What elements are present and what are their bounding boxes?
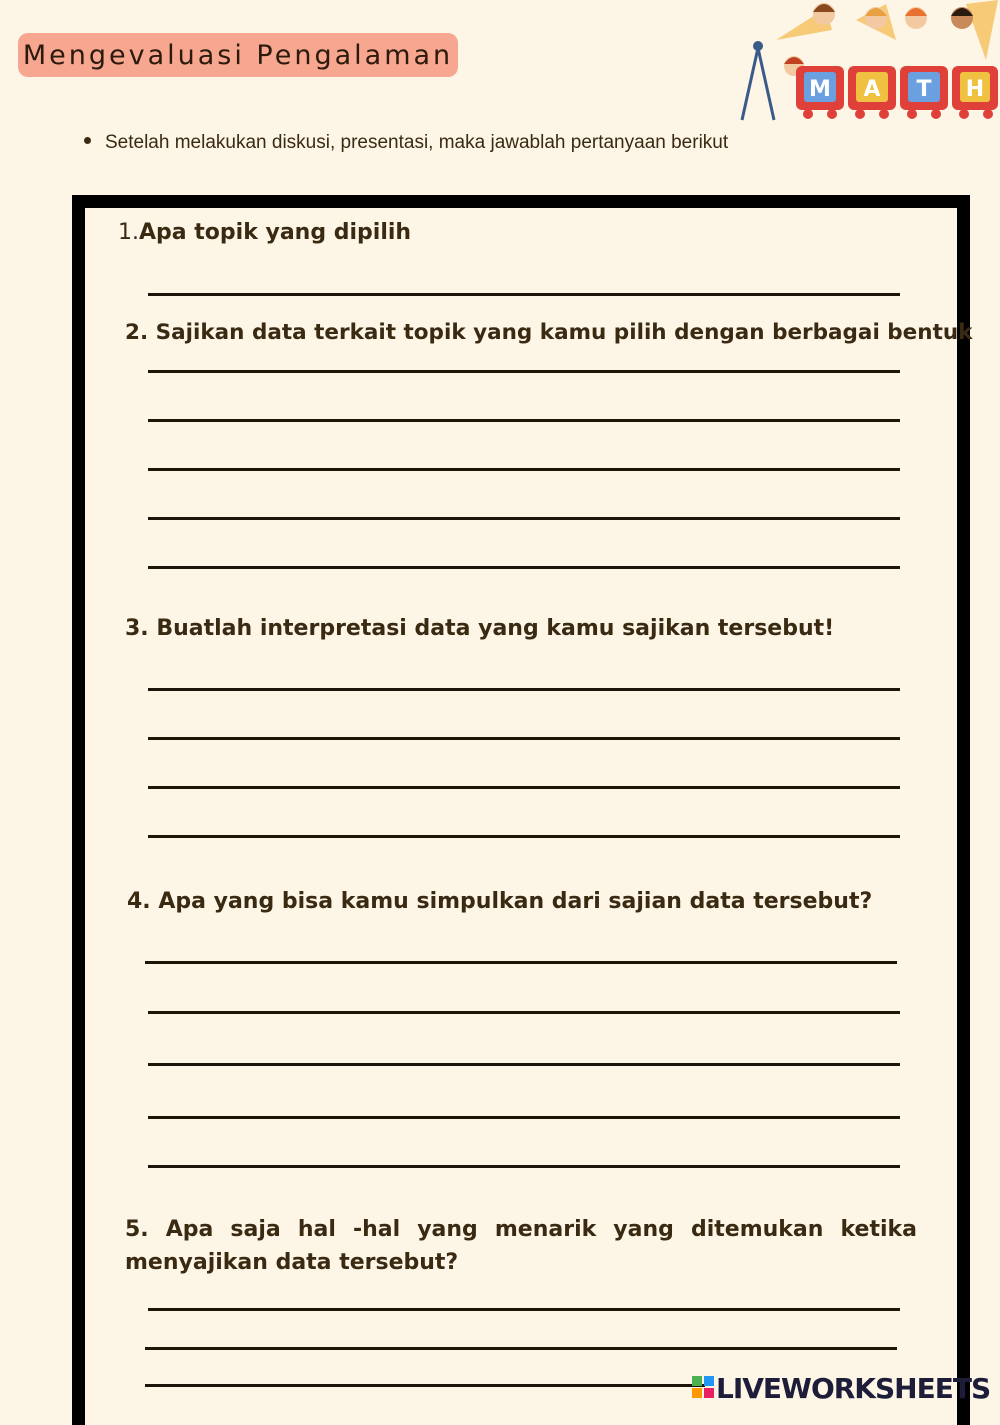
question-5-line-1: 5. Apa saja hal -hal yang menarik yang ditemukan ketika xyxy=(125,1217,917,1242)
logo-letter-m: M xyxy=(809,77,831,102)
question-1-number: 1. xyxy=(118,220,139,245)
logo-letter-a: A xyxy=(863,77,881,102)
answer-line-2-4[interactable] xyxy=(148,517,900,520)
page-title: Mengevaluasi Pengalaman xyxy=(18,33,458,77)
answer-line-5-3[interactable] xyxy=(145,1384,705,1387)
answer-line-5-1[interactable] xyxy=(148,1308,900,1311)
question-2: 2. Sajikan data terkait topik yang kamu pilih dengan berbagai bentuk xyxy=(125,320,973,345)
logo-letter-t: T xyxy=(916,77,932,102)
answer-line-1-1[interactable] xyxy=(148,293,900,296)
math-logo-illustration xyxy=(736,0,1000,128)
instruction-text xyxy=(84,132,728,154)
question-1-text: Apa topik yang dipilih xyxy=(139,220,412,245)
logo-letter-h: H xyxy=(965,77,985,102)
answer-line-4-4[interactable] xyxy=(148,1116,900,1119)
question-1 xyxy=(118,220,411,245)
answer-line-2-5[interactable] xyxy=(148,566,900,569)
liveworksheets-logo-icon xyxy=(692,1376,714,1398)
answer-line-3-2[interactable] xyxy=(148,737,900,740)
question-3: 3. Buatlah interpretasi data yang kamu sajikan tersebut! xyxy=(125,616,835,641)
answer-line-4-1[interactable] xyxy=(145,961,897,964)
liveworksheets-watermark xyxy=(692,1372,990,1405)
answer-line-4-5[interactable] xyxy=(148,1165,900,1168)
answer-line-4-3[interactable] xyxy=(148,1063,900,1066)
answer-line-2-2[interactable] xyxy=(148,419,900,422)
answer-line-5-2[interactable] xyxy=(145,1347,897,1350)
answer-line-3-4[interactable] xyxy=(148,835,900,838)
answer-line-3-3[interactable] xyxy=(148,786,900,789)
answer-line-2-1[interactable] xyxy=(148,370,900,373)
answer-line-2-3[interactable] xyxy=(148,468,900,471)
bullet-icon xyxy=(84,137,91,144)
question-5 xyxy=(125,1213,917,1279)
question-5-line-2: menyajikan data tersebut? xyxy=(125,1250,459,1275)
answer-line-3-1[interactable] xyxy=(148,688,900,691)
question-4: 4. Apa yang bisa kamu simpulkan dari sajian data tersebut? xyxy=(127,889,873,914)
watermark-text: LIVEWORKSHEETS xyxy=(716,1372,991,1405)
instruction-label: Setelah melakukan diskusi, presentasi, maka jawablah pertanyaan berikut xyxy=(105,132,729,153)
answer-line-4-2[interactable] xyxy=(148,1011,900,1014)
